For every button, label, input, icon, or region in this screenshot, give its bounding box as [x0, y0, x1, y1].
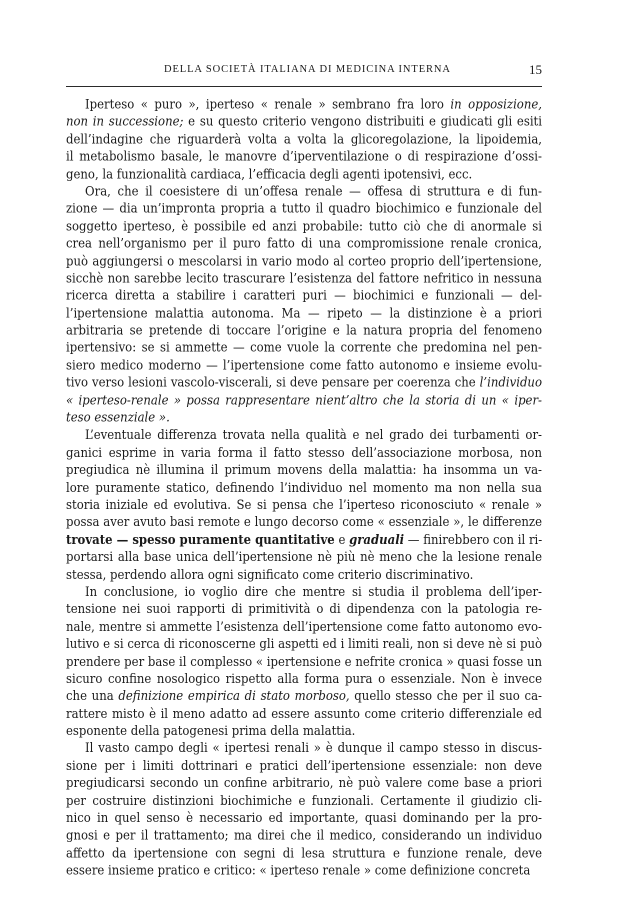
text-line — [66, 375, 542, 392]
text-line — [66, 479, 542, 496]
text-line — [66, 758, 542, 775]
text-line — [66, 810, 542, 827]
text-run: L’eventuale differenza trovata nella qualità e nel grado dei turbamenti or- — [85, 427, 543, 443]
text-line — [66, 200, 542, 217]
text-run: lore puramente statico, definendo l’individuo nel momento ma non nella sua — [66, 480, 543, 496]
text-line — [66, 218, 542, 235]
text-line — [66, 653, 542, 670]
text-run: In conclusione, io voglio dire che mentre si studia il problema dell’iper- — [85, 584, 543, 600]
text-line — [66, 148, 542, 165]
text-run: nico in quel senso è necessario ed importante, quasi dominando per la pro- — [66, 810, 543, 827]
text-run: definizione empirica di stato morboso, — [118, 689, 350, 705]
text-run: ipertensivo: se si ammette — come vuole la corrente che predomina nel pen- — [66, 340, 543, 356]
text-run: ricerca diretta a stabilire i caratteri puri — biochimici e funzionali — del- — [66, 288, 543, 304]
text-run: non in successione; — [66, 114, 184, 130]
text-line — [66, 862, 542, 879]
text-run: sione per i limiti dottrinari e pratici dell’ipertensione essenziale: non deve — [66, 758, 543, 774]
body-text — [66, 96, 542, 880]
text-line — [66, 601, 542, 618]
text-run: dell’indagine che riguarderà volta a volta la glicoregolazione, la lipoidemia, — [66, 131, 543, 147]
text-run: l’ipertensione malattia autonoma. Ma — ripeto — la distinzione è a priori — [66, 305, 543, 322]
text-run: pregiudica nè illumina il primum movens della malattia: ha insomma un va- — [66, 462, 543, 478]
text-run: Il vasto campo degli « ipertesi renali » è dunque il campo stesso in discus- — [85, 741, 543, 757]
text-run: portarsi alla base unica dell’ipertensione nè più nè meno che la lesione renale — [66, 549, 543, 565]
text-run: ganici esprime in varia forma il fatto stesso dell’associazione morbosa, non — [66, 445, 543, 461]
paragraph — [66, 740, 542, 879]
text-line — [66, 409, 542, 426]
text-run: teso essenziale ». — [66, 410, 170, 426]
text-run: può aggiungersi o mescolarsi in vario modo al corteo proprio dell’ipertensione, — [66, 253, 543, 269]
text-run: sicuro confine nosologico rispetto alla forma pura o essenziale. Non è invece — [66, 671, 543, 687]
text-run: lutivo e si cerca di riconoscerne gli aspetti ed i limiti reali, non si deve nè si può — [66, 636, 543, 652]
paragraph — [66, 584, 542, 741]
text-line — [66, 270, 542, 287]
text-run: soggetto iperteso, è possibile ed anzi probabile: tutto ciò che di anormale si — [66, 218, 543, 234]
text-line — [66, 235, 542, 252]
text-run: pregiudicarsi secondo un confine arbitrario, nè può valere come base a priori — [66, 776, 543, 792]
text-run: storia iniziale ed evolutiva. Se si pensa che l’iperteso riconosciuto « renale » — [66, 497, 543, 513]
header-rule — [66, 86, 542, 87]
text-run: per costruire distinzioni biochimiche e funzionali. Certamente il giudizio cli- — [66, 793, 543, 809]
text-line — [66, 427, 542, 444]
text-line — [66, 288, 542, 305]
text-line — [66, 549, 542, 566]
text-run: prendere per base il complesso « ipertensione e nefrite cronica » quasi fosse un — [66, 654, 543, 670]
text-line — [66, 740, 542, 757]
text-line — [66, 131, 542, 148]
text-run: possa aver avuto basi remote e lungo decorso come « essenziale », le differenze — [66, 514, 543, 531]
text-run: geno, la funzionalità cardiaca, l’efficacia degli agenti ipotensivi, ecc. — [66, 166, 473, 182]
text-line — [66, 166, 542, 183]
text-line — [66, 444, 542, 461]
text-line — [66, 705, 542, 722]
text-line — [66, 497, 542, 514]
text-run: trovate — spesso puramente quantitative — [66, 532, 335, 548]
text-run: tivo verso lesioni vascolo-viscerali, si deve pensare per coerenza che — [66, 375, 480, 391]
paragraph — [66, 96, 542, 183]
text-run: quello stesso che per il suo ca- — [349, 689, 543, 705]
text-run: « iperteso-renale » possa rappresentare nient’altro che la storia di un « iper- — [66, 392, 543, 409]
running-title: DELLA SOCIETÀ ITALIANA DI MEDICINA INTERNA — [164, 64, 451, 75]
paragraph — [66, 427, 542, 584]
text-line — [66, 618, 542, 635]
text-line — [66, 253, 542, 270]
text-run: rattere misto è il meno adatto ad essere assunto come criterio differenziale ed — [66, 706, 543, 722]
text-run: siero medico moderno — l’ipertensione come fatto autonomo e insieme evolu- — [66, 358, 543, 374]
text-run: essere insieme pratico e critico: « iperteso renale » come definizione concreta — [66, 863, 531, 879]
text-line — [66, 462, 542, 479]
text-run: zione — dia un’impronta propria a tutto il quadro biochimico e funzionale del — [66, 201, 543, 217]
text-run: crea nell’organismo per il puro fatto di una compromissione renale cronica, — [66, 236, 543, 252]
text-line — [66, 514, 542, 531]
text-line — [66, 793, 542, 810]
text-run: e — [334, 532, 350, 548]
text-line — [66, 322, 542, 339]
text-run: nale, mentre si ammette l’esistenza dell’ipertensione come fatto autonomo evo- — [66, 619, 543, 635]
page-number: 15 — [529, 62, 542, 77]
text-run: l’individuo — [479, 375, 543, 391]
text-line — [66, 636, 542, 653]
text-line — [66, 845, 542, 862]
text-line — [66, 531, 542, 548]
text-line — [66, 775, 542, 792]
text-run: tensione nei suoi rapporti di primitività o di dipendenza con la patologia re- — [66, 601, 543, 618]
text-line — [66, 96, 542, 113]
text-run: Iperteso « puro », iperteso « renale » sembrano fra loro — [85, 96, 451, 113]
text-line — [66, 183, 542, 200]
text-run: — finirebbero con il ri- — [404, 532, 543, 548]
text-run: affetto da ipertensione con segni di lesa struttura e funzione renale, deve — [66, 845, 543, 861]
text-line — [66, 392, 542, 409]
text-line — [66, 827, 542, 844]
text-line — [66, 340, 542, 357]
text-run: il metabolismo basale, le manovre d’iperventilazione o di respirazione d’ossi- — [66, 149, 543, 165]
text-run: Ora, che il coesistere di un’offesa renale — offesa di struttura e di fun- — [85, 184, 543, 200]
text-run: e su questo criterio vengono distribuiti e giudicati gli esiti — [183, 114, 542, 130]
text-run: in opposizione, — [450, 96, 543, 113]
text-line — [66, 671, 542, 688]
text-line — [66, 305, 542, 322]
text-run: sicchè non sarebbe lecito trascurare l’esistenza del fattore nefritico in nessuna — [66, 271, 543, 287]
text-run: graduali — [349, 532, 405, 548]
text-line — [66, 723, 542, 740]
text-run: esponente della patogenesi prima della malattia. — [66, 723, 356, 739]
text-run: gnosi e per il trattamento; ma direi che il medico, considerando un individuo — [66, 828, 543, 844]
text-run: arbitraria se pretende di toccare l’origine e la natura propria del fenomeno — [66, 323, 543, 339]
text-line — [66, 357, 542, 374]
text-line — [66, 566, 542, 583]
text-line — [66, 584, 542, 601]
text-line — [66, 688, 542, 705]
text-line — [66, 113, 542, 130]
text-run: che una — [66, 689, 119, 705]
text-run: stessa, perdendo allora ogni significato come criterio discriminativo. — [66, 567, 474, 583]
page-header — [66, 64, 542, 80]
paragraph — [66, 183, 542, 427]
